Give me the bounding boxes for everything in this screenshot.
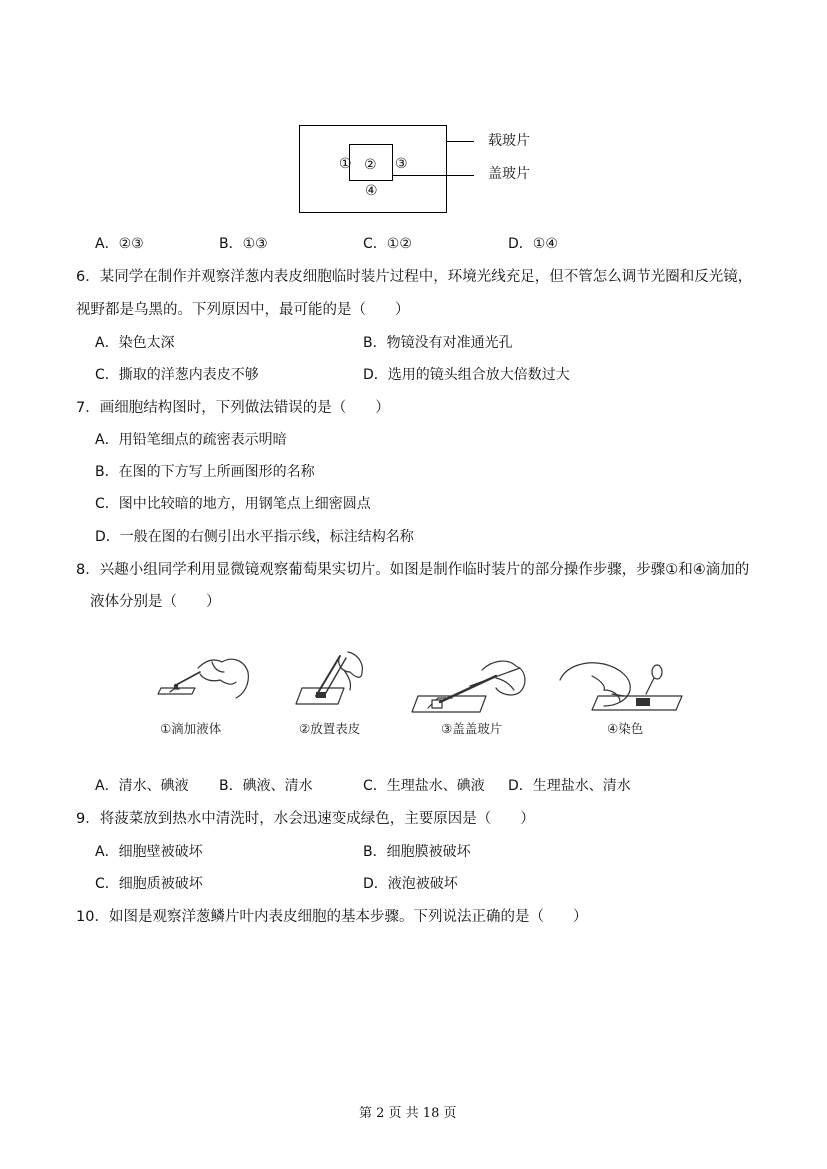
q5-option-d: D．①④: [508, 236, 558, 252]
q8-option-b: B．碘液、清水: [219, 778, 313, 794]
procedure-steps-figure: [0, 650, 827, 770]
q7-option-c: C．图中比较暗的地方，用钢笔点上细密圆点: [95, 496, 371, 512]
q5-option-a: A．②③: [95, 236, 144, 252]
q10-stem: 10．如图是观察洋葱鳞片叶内表皮细胞的基本步骤。下列说法正确的是（ ）: [76, 909, 588, 925]
step2-illustration: [296, 652, 362, 704]
q6-option-c: C．撕取的洋葱内表皮不够: [95, 367, 259, 383]
q7-stem: 7．画细胞结构图时，下列做法错误的是（ ）: [76, 400, 390, 416]
step2-caption: ②放置表皮: [299, 721, 361, 736]
mark-4: ④: [365, 183, 378, 199]
q6-option-d: D．选用的镜头组合放大倍数过大: [363, 367, 570, 383]
q6-stem-line2: 视野都是乌黑的。下列原因中，最可能的是（ ）: [76, 302, 410, 318]
q8-stem-line1: 8．兴趣小组同学利用显微镜观察葡萄果实切片。如图是制作临时装片的部分操作步骤，步骤①和④滴加的: [76, 562, 750, 578]
q7-option-b: B．在图的下方写上所画图形的名称: [95, 464, 315, 480]
q5-option-b: B．①③: [219, 236, 268, 252]
page-footer: 第 2 页 共 18 页: [359, 1106, 457, 1121]
step4-caption: ④染色: [607, 721, 644, 736]
q6-option-b: B．物镜没有对准通光孔: [363, 335, 513, 351]
mark-1: ①: [339, 156, 352, 172]
q8-option-d: D．生理盐水、清水: [508, 778, 631, 794]
q9-option-d: D．液泡被破坏: [363, 876, 458, 892]
q6-option-a: A．染色太深: [95, 335, 175, 351]
q7-option-a: A．用铅笔细点的疏密表示明暗: [95, 432, 287, 448]
q6-stem-line1: 6．某同学在制作并观察洋葱内表皮细胞临时装片过程中，环境光线充足，但不管怎么调节光圈和反光镜，: [76, 269, 753, 285]
q7-option-d: D．一般在图的右侧引出水平指示线，标注结构名称: [95, 529, 414, 545]
coverslip-label: 盖玻片: [488, 166, 530, 182]
q9-option-b: B．细胞膜被破坏: [363, 844, 471, 860]
q8-stem-line2: 液体分别是（ ）: [90, 594, 221, 610]
mark-2: ②: [364, 157, 377, 173]
q9-option-c: C．细胞质被破坏: [95, 876, 203, 892]
mark-3: ③: [395, 156, 408, 172]
step1-illustration: [158, 659, 248, 698]
q9-option-a: A．细胞壁被破坏: [95, 844, 203, 860]
q9-stem: 9．将菠菜放到热水中清洗时，水会迅速变成绿色，主要原因是（ ）: [76, 811, 535, 827]
q8-option-a: A．清水、碘液: [95, 778, 189, 794]
q5-option-c: C．①②: [363, 236, 412, 252]
q8-option-c: C．生理盐水、碘液: [363, 778, 485, 794]
slide-label: 载玻片: [488, 133, 530, 149]
step3-caption: ③盖盖玻片: [441, 721, 503, 736]
step3-illustration: [412, 661, 525, 712]
step4-illustration: [560, 663, 682, 710]
step1-caption: ①滴加液体: [160, 721, 222, 736]
slide-figure: [0, 0, 827, 230]
